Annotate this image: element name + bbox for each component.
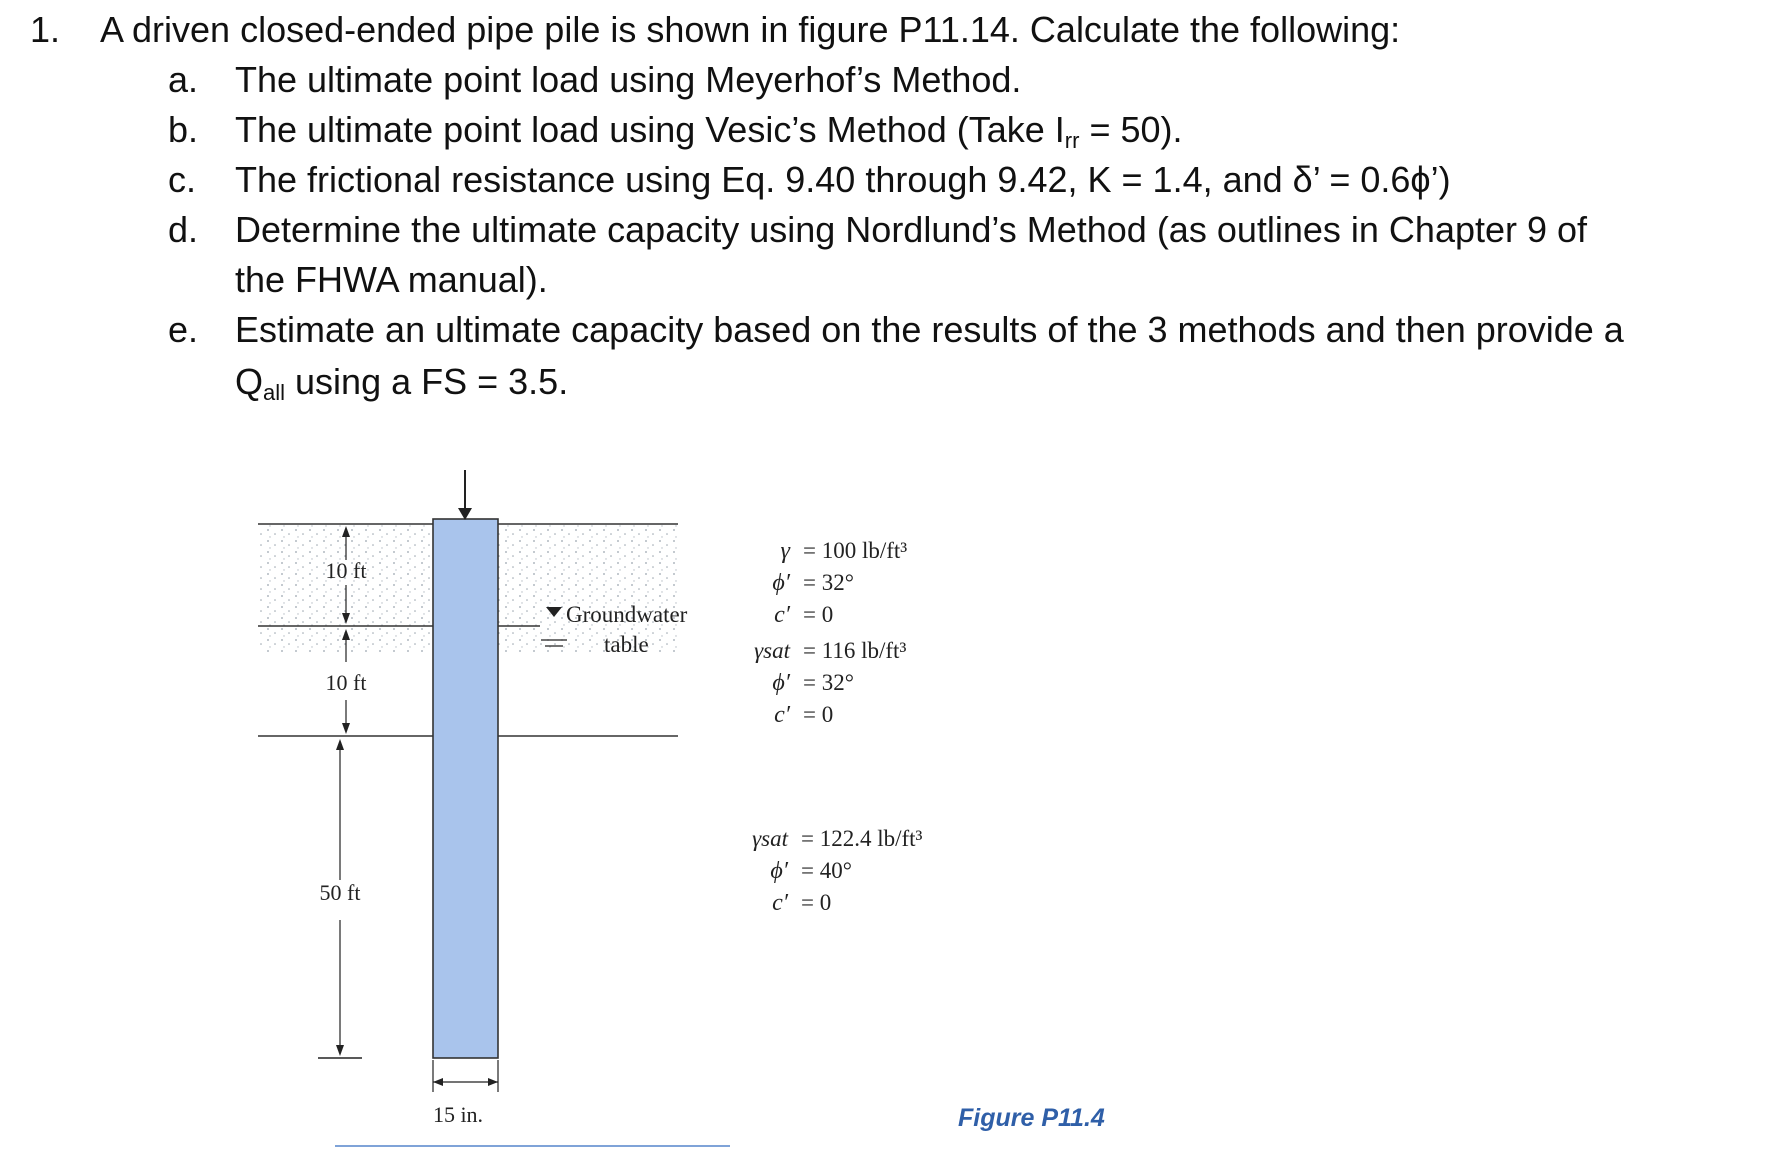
layer1-symbol-2: ϕ′ <box>772 570 790 596</box>
problem-number: 1. <box>30 9 61 50</box>
part-c-text: The frictional resistance using Eq. 9.40 through 9.42, K = 1.4, and δ’ = 0.6ϕ’) <box>235 159 1451 200</box>
layer3-symbol-3: c′ <box>772 890 788 916</box>
part-e-subscript: all <box>263 380 286 405</box>
part-d-text-line2: the FHWA manual). <box>235 259 548 300</box>
layer1-symbol-1: γ <box>780 538 790 564</box>
groundwater-label-line1: Groundwater <box>566 602 688 627</box>
figure-caption: Figure P11.4 <box>958 1104 1105 1132</box>
part-a-text: The ultimate point load using Meyerhof’s Method. <box>235 59 1022 100</box>
layer2-symbol-3: c′ <box>774 702 790 728</box>
pile-width-label: 15 in. <box>432 1102 484 1127</box>
sand-right <box>498 524 678 654</box>
part-b-text-start: The ultimate point load using Vesic’s Method (Take I <box>235 109 1065 150</box>
width-arrow-left <box>433 1078 443 1086</box>
part-a-letter: a. <box>168 59 199 100</box>
layer2-value-2: = 32° <box>803 670 854 695</box>
part-b-subscript: rr <box>1064 128 1080 153</box>
dim-layer3-arrow-down <box>336 1045 344 1056</box>
width-arrow-right <box>488 1078 498 1086</box>
layer2-symbol-2: ϕ′ <box>772 670 790 696</box>
layer1-value-2: = 32° <box>803 570 854 595</box>
layer2-symbol-1: γsat <box>754 638 790 663</box>
part-b-letter: b. <box>168 109 199 150</box>
part-e-letter: e. <box>168 309 199 350</box>
part-d-letter: d. <box>168 209 199 250</box>
pile-shaft <box>433 519 498 1058</box>
groundwater-label-line2: table <box>604 632 649 657</box>
part-c-letter: c. <box>168 159 197 200</box>
part-e-text-line1: Estimate an ultimate capacity based on the results of the 3 methods and then provide a <box>235 309 1624 350</box>
layer3-value-3: = 0 <box>801 890 832 915</box>
layer1-value-3: = 0 <box>803 602 834 627</box>
dim-layer3-label: 50 ft <box>319 880 361 905</box>
layer3-symbol-2: ϕ′ <box>770 858 788 884</box>
layer3-value-2: = 40° <box>801 858 852 883</box>
part-e-q: Q <box>235 361 264 402</box>
layer2-value-1: = 116 lb/ft³ <box>803 638 907 663</box>
layer2-value-3: = 0 <box>803 702 834 727</box>
layer1-symbol-3: c′ <box>774 602 790 628</box>
dim-layer1-label: 10 ft <box>325 558 367 583</box>
layer3-symbol-1: γsat <box>752 826 788 851</box>
part-b-text-end: = 50). <box>1079 109 1183 150</box>
dim-layer2-label: 10 ft <box>325 670 367 695</box>
part-d-text-line1: Determine the ultimate capacity using Nordlund’s Method (as outlines in Chapter 9 of <box>235 209 1588 250</box>
problem-intro: A driven closed-ended pipe pile is shown in figure P11.14. Calculate the following: <box>100 9 1401 50</box>
layer3-value-1: = 122.4 lb/ft³ <box>801 826 923 851</box>
part-e-text-end: using a FS = 3.5. <box>285 361 569 402</box>
layer1-value-1: = 100 lb/ft³ <box>803 538 908 563</box>
dim-layer2-arrow-down <box>342 723 350 734</box>
dim-layer3-arrow-up <box>336 739 344 750</box>
